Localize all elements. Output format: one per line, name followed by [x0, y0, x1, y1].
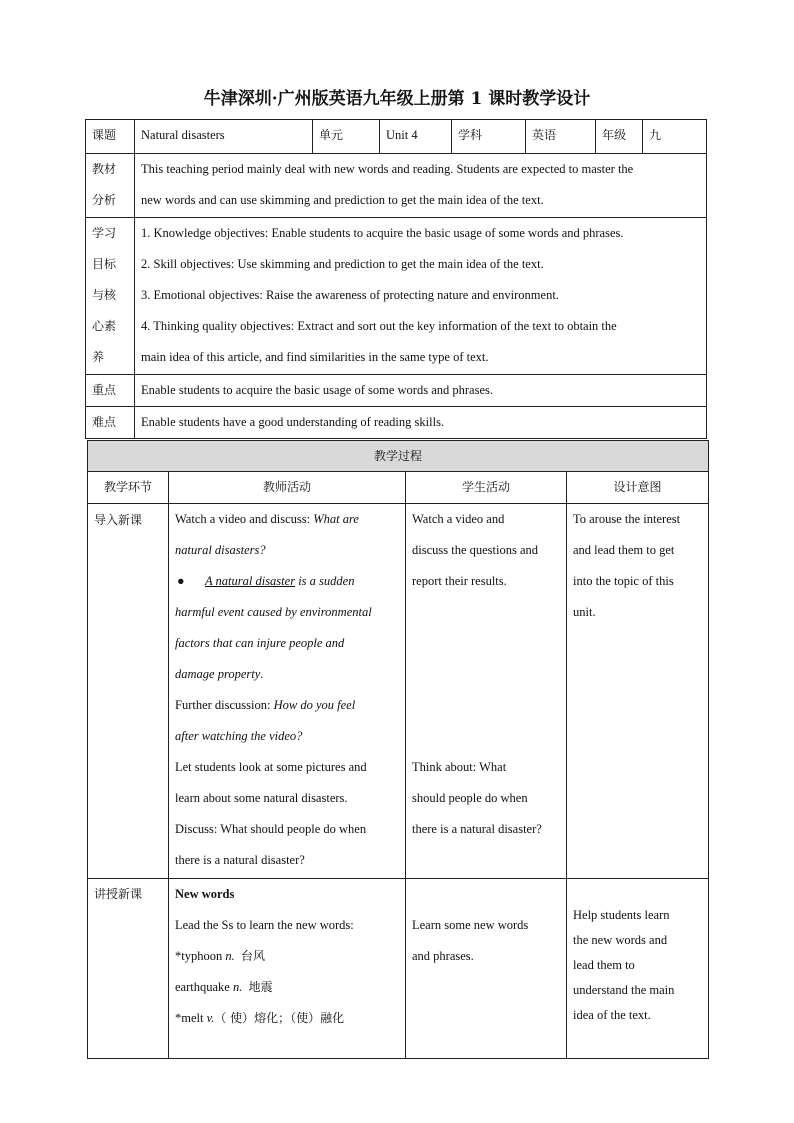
text: *melt	[175, 1011, 204, 1025]
text-line: Let students look at some pictures and	[175, 760, 367, 774]
grade-label: 年级	[596, 120, 643, 154]
subject-label: 学科	[452, 120, 526, 154]
label-line: 分析	[92, 193, 117, 207]
objectives-text	[135, 218, 707, 375]
text-line: damage property.	[175, 667, 264, 681]
unit-value: Unit 4	[380, 120, 452, 154]
text-line: This teaching period mainly deal with new words and reading. Students are expected to master the	[141, 162, 634, 176]
text: is a sudden	[295, 574, 355, 588]
text: 地震	[248, 980, 273, 994]
teach-purpose	[567, 879, 709, 1059]
text-line: into the topic of this	[573, 574, 674, 588]
label-line: 教材	[92, 162, 117, 176]
text: v.	[206, 1011, 215, 1025]
text-line	[175, 504, 399, 535]
text-line: idea of the text.	[573, 1008, 651, 1022]
intro-student	[406, 504, 567, 879]
objectives-label	[86, 218, 135, 375]
text-line: unit.	[573, 605, 596, 619]
text-line: lead them to	[573, 958, 635, 972]
text: What are	[313, 512, 359, 526]
text-line: should people do when	[412, 791, 528, 805]
text-line: 3. Emotional objectives: Raise the awareness of protecting nature and environment.	[141, 288, 559, 302]
col-stage: 教学环节	[88, 472, 169, 504]
text: Further discussion:	[175, 698, 274, 712]
intro-stage: 导入新课	[88, 504, 169, 879]
col-teacher: 教师活动	[169, 472, 406, 504]
text-line: the new words and	[573, 933, 668, 947]
label-line: 养	[92, 350, 105, 364]
text-line: and lead them to get	[573, 543, 675, 557]
label-line: 与核	[92, 288, 117, 302]
text-line: Help students learn	[573, 908, 670, 922]
difficult-point-label: 难点	[86, 407, 135, 439]
label-line: 目标	[92, 257, 117, 271]
lesson-info-table	[85, 119, 707, 439]
text-line: new words and can use skimming and prediction to get the main idea of the text.	[141, 193, 544, 207]
teaching-process-table	[87, 440, 709, 1059]
text-line: 1. Knowledge objectives: Enable students to acquire the basic usage of some words and phrases.	[141, 226, 624, 240]
subject-value: 英语	[526, 120, 596, 154]
teach-stage: 讲授新课	[88, 879, 169, 1059]
text: How do you feel	[273, 698, 356, 712]
col-purpose: 设计意图	[567, 472, 709, 504]
teach-student	[406, 879, 567, 1059]
text-line	[175, 690, 399, 721]
text: n.	[225, 949, 235, 963]
text-line: and phrases.	[412, 949, 474, 963]
text-line: learn about some natural disasters.	[175, 791, 348, 805]
grade-value: 九	[643, 120, 707, 154]
unit-label: 单元	[313, 120, 380, 154]
text-line: after watching the video?	[175, 729, 303, 743]
text-line: Watch a video and	[412, 512, 505, 526]
text-line: New words	[175, 887, 235, 901]
analysis-text	[135, 154, 707, 218]
col-student: 学生活动	[406, 472, 567, 504]
label-line: 学习	[92, 226, 117, 240]
text-line: 4. Thinking quality objectives: Extract and sort out the key information of the text to obtain the	[141, 319, 617, 333]
text-line: harmful event caused by environmental	[175, 605, 372, 619]
text: 台风	[240, 949, 265, 963]
text: （ 使）熔化；（使）融化	[214, 1011, 345, 1025]
key-point-label: 重点	[86, 375, 135, 407]
text: *typhoon	[175, 949, 223, 963]
text-line: there is a natural disaster?	[175, 853, 305, 867]
text-line: discuss the questions and	[412, 543, 539, 557]
document-title: 牛津深圳·广州版英语九年级上册第 1 课时教学设计	[203, 89, 591, 109]
process-header: 教学过程	[88, 441, 709, 472]
text-line: To arouse the interest	[573, 512, 681, 526]
text-line: understand the main	[573, 983, 675, 997]
analysis-label	[86, 154, 135, 218]
difficult-point-text: Enable students have a good understanding of reading skills.	[135, 407, 707, 439]
text-line: Think about: What	[412, 760, 507, 774]
text: n.	[232, 980, 243, 994]
word-line	[175, 972, 399, 1003]
text: Watch a video and discuss:	[175, 512, 314, 526]
word-line	[175, 1003, 399, 1034]
text-line: main idea of this article, and find similarities in the same type of text.	[141, 350, 489, 364]
text-line: report their results.	[412, 574, 507, 588]
topic-label: 课题	[86, 120, 135, 154]
text: damage property	[175, 667, 261, 681]
label-line: 心素	[92, 319, 117, 333]
text-line: there is a natural disaster?	[412, 822, 542, 836]
intro-purpose	[567, 504, 709, 879]
intro-teacher	[169, 504, 406, 879]
topic-value: Natural disasters	[135, 120, 313, 154]
text-line: Learn some new words	[412, 918, 529, 932]
bullet-item	[175, 566, 399, 597]
text: A natural disaster	[205, 574, 296, 588]
word-line	[175, 941, 399, 972]
bullet-icon: ●	[177, 574, 185, 588]
text-line: Discuss: What should people do when	[175, 822, 367, 836]
text-line: natural disasters?	[175, 543, 266, 557]
text-line: 2. Skill objectives: Use skimming and prediction to get the main idea of the text.	[141, 257, 544, 271]
text-line: factors that can injure people and	[175, 636, 345, 650]
teach-teacher	[169, 879, 406, 1059]
text: earthquake	[175, 980, 230, 994]
text-line: Lead the Ss to learn the new words:	[175, 918, 354, 932]
key-point-text: Enable students to acquire the basic usage of some words and phrases.	[135, 375, 707, 407]
